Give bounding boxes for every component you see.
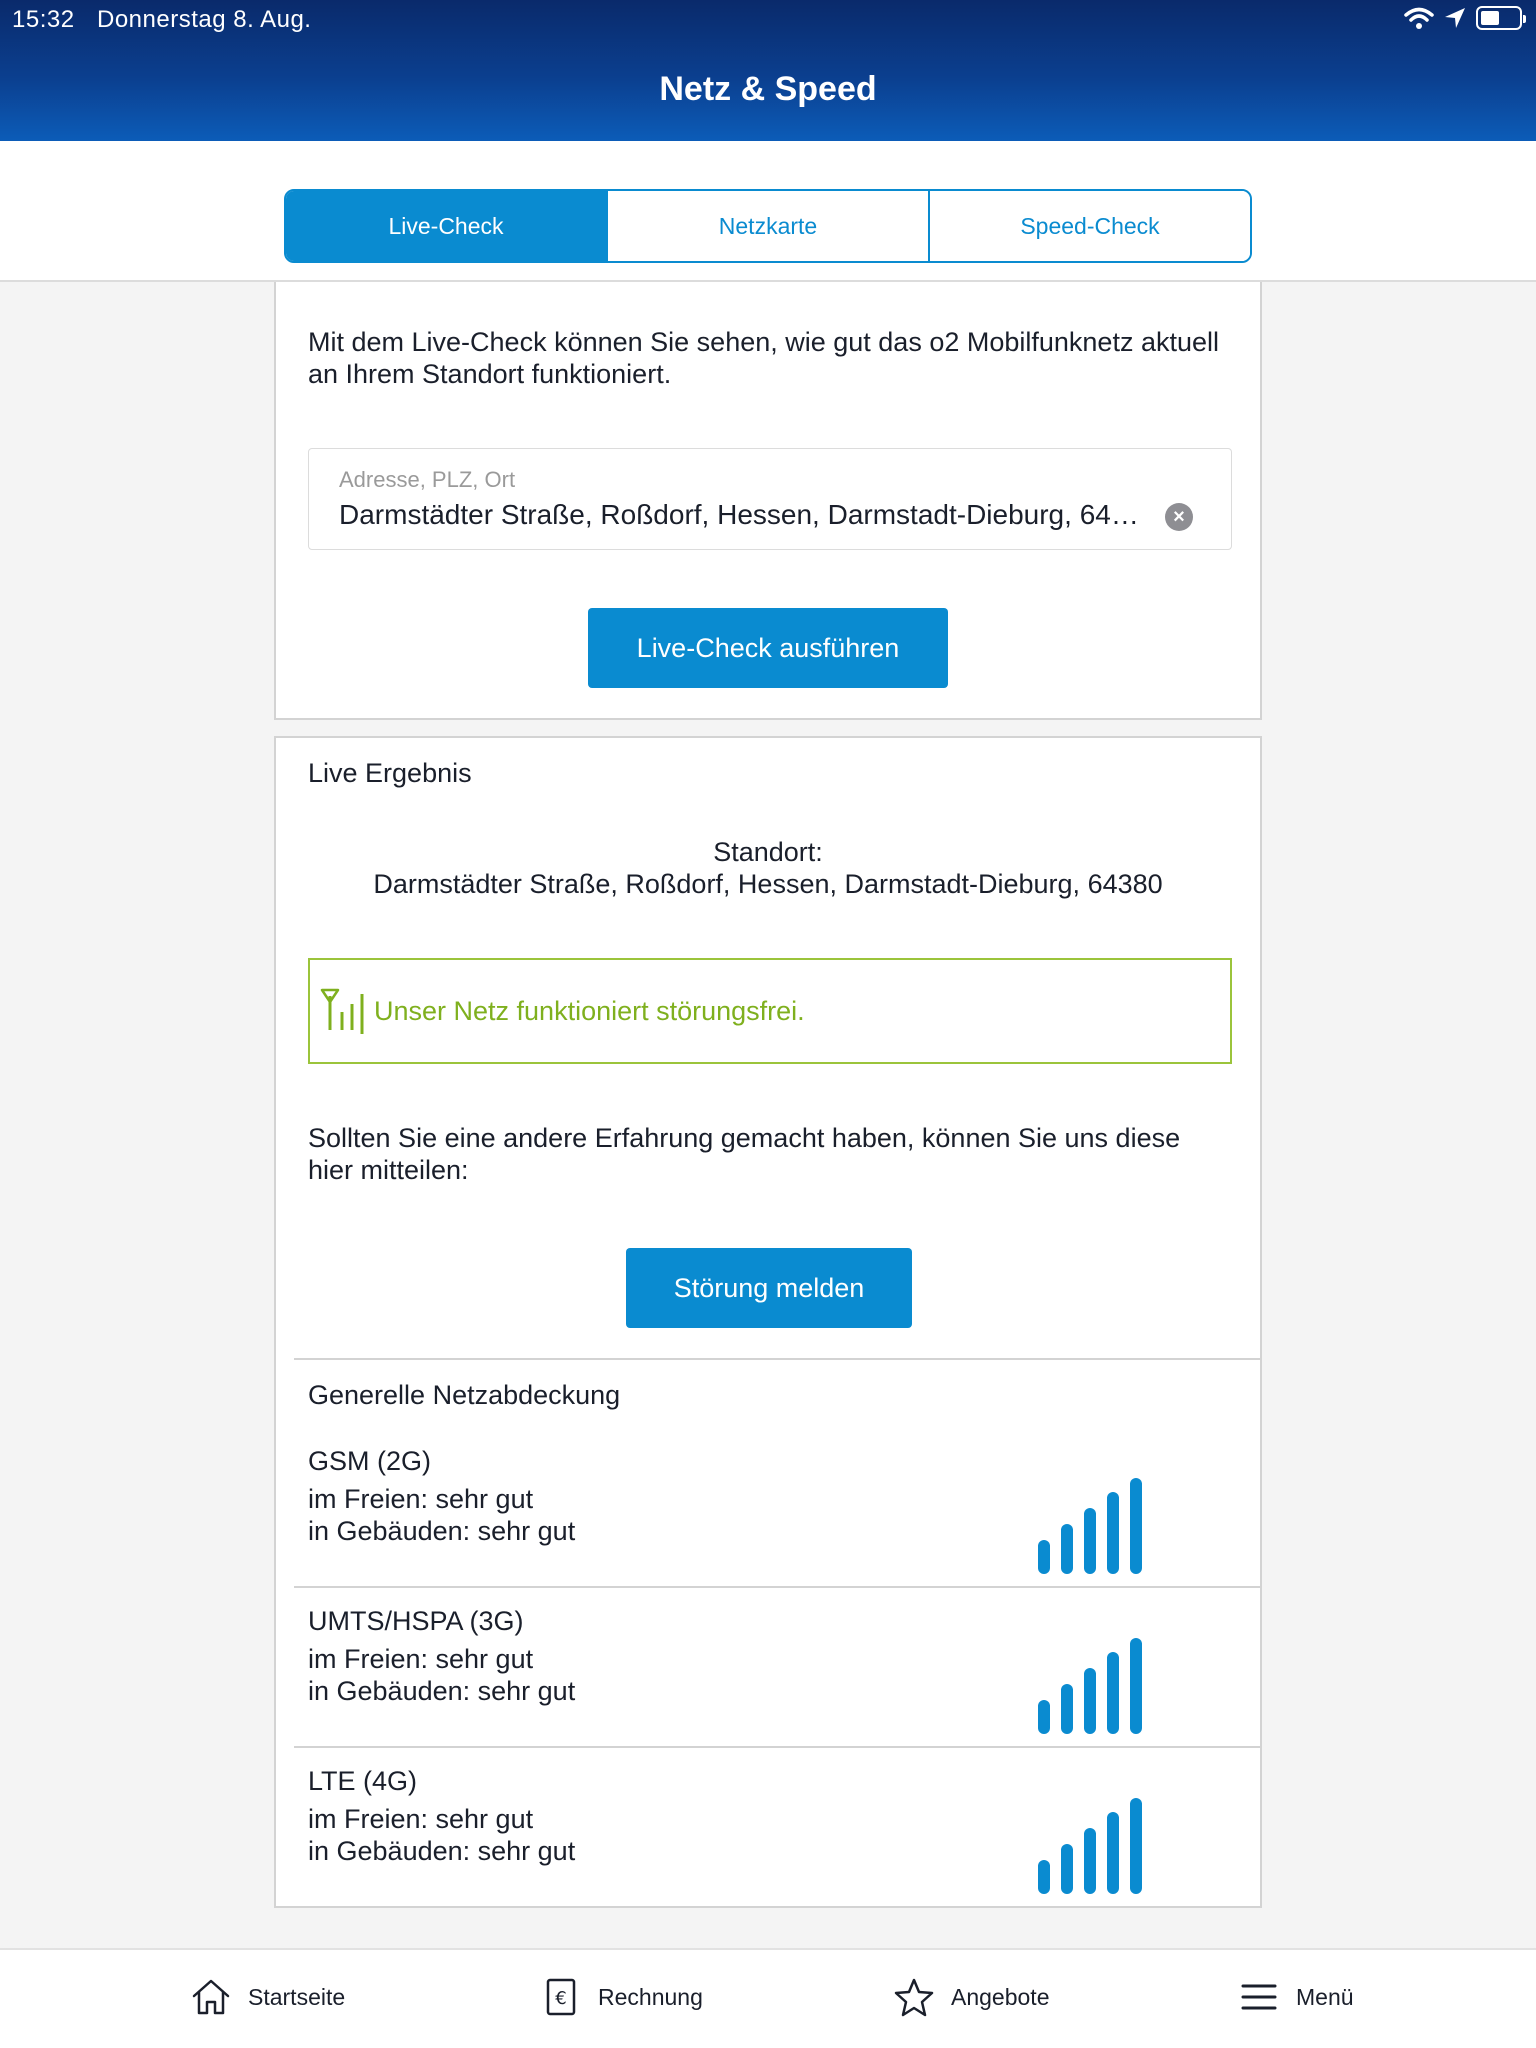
nav-rechnung[interactable] bbox=[540, 1976, 703, 2018]
nav-menu[interactable] bbox=[1238, 1976, 1354, 2018]
signal-strength-icon bbox=[1038, 1798, 1158, 1894]
invoice-euro-icon bbox=[540, 1976, 582, 2018]
live-check-intro: Mit dem Live-Check können Sie sehen, wie gut das o2 Mobilfunknetz aktuell an Ihrem Standort funktioniert. bbox=[308, 327, 1219, 389]
nav-angebote[interactable] bbox=[893, 1976, 1049, 2018]
network-status-text: Unser Netz funktioniert störungsfrei. bbox=[374, 995, 805, 1026]
svg-text:€: € bbox=[555, 1988, 567, 2009]
status-date: Donnerstag 8. Aug. bbox=[97, 6, 312, 33]
coverage-indoor-umts: in Gebäuden: sehr gut bbox=[308, 1676, 576, 1706]
bottom-navigation bbox=[0, 1948, 1536, 2048]
battery-icon bbox=[1476, 6, 1522, 30]
location-value: Darmstädter Straße, Roßdorf, Hessen, Darmstadt-Dieburg, 64380 bbox=[373, 869, 1163, 899]
coverage-outdoor-lte: im Freien: sehr gut bbox=[308, 1804, 534, 1834]
tab-live-check[interactable]: Live-Check bbox=[286, 191, 606, 261]
clear-input-icon[interactable]: × bbox=[1165, 503, 1193, 531]
coverage-outdoor-gsm: im Freien: sehr gut bbox=[308, 1484, 534, 1514]
tab-netzkarte[interactable]: Netzkarte bbox=[606, 191, 928, 261]
result-title: Live Ergebnis bbox=[308, 758, 472, 788]
status-icons bbox=[1404, 6, 1522, 30]
tab-speed-check[interactable]: Speed-Check bbox=[928, 191, 1250, 261]
hamburger-menu-icon bbox=[1238, 1976, 1280, 2018]
nav-startseite[interactable] bbox=[190, 1976, 345, 2018]
address-placeholder: Adresse, PLZ, Ort bbox=[339, 467, 516, 492]
coverage-indoor-gsm: in Gebäuden: sehr gut bbox=[308, 1516, 576, 1546]
report-prompt: Sollten Sie eine andere Erfahrung gemacht haben, können Sie uns diese hier mitteilen: bbox=[308, 1123, 1181, 1185]
signal-strength-icon bbox=[1038, 1638, 1158, 1734]
star-icon bbox=[893, 1976, 935, 2018]
coverage-outdoor-umts: im Freien: sehr gut bbox=[308, 1644, 534, 1674]
nav-label-angebote: Angebote bbox=[951, 1983, 1050, 2010]
coverage-indoor-lte: in Gebäuden: sehr gut bbox=[308, 1836, 576, 1866]
location-label: Standort: bbox=[713, 837, 823, 867]
home-icon bbox=[190, 1976, 232, 2018]
live-result-card bbox=[274, 736, 1262, 1908]
signal-strength-icon bbox=[1038, 1478, 1158, 1574]
location-arrow-icon bbox=[1444, 7, 1466, 29]
run-live-check-button[interactable]: Live-Check ausführen bbox=[588, 608, 948, 688]
coverage-name-umts: UMTS/HSPA (3G) bbox=[308, 1606, 524, 1636]
address-value[interactable]: Darmstädter Straße, Roßdorf, Hessen, Darmstadt-Dieburg, 64… bbox=[339, 499, 1139, 530]
nav-label-menu: Menü bbox=[1296, 1983, 1354, 2010]
divider bbox=[294, 1746, 1260, 1748]
coverage-name-lte: LTE (4G) bbox=[308, 1766, 418, 1796]
antenna-signal-icon bbox=[320, 986, 364, 1036]
app-header bbox=[0, 0, 1536, 141]
network-status-box bbox=[308, 958, 1232, 1064]
divider bbox=[294, 1586, 1260, 1588]
segmented-control bbox=[284, 189, 1252, 263]
nav-label-startseite: Startseite bbox=[248, 1983, 346, 2010]
coverage-title: Generelle Netzabdeckung bbox=[308, 1380, 621, 1410]
report-issue-button[interactable]: Störung melden bbox=[626, 1248, 912, 1328]
coverage-name-gsm: GSM (2G) bbox=[308, 1446, 432, 1476]
tab-bar bbox=[0, 141, 1536, 282]
wifi-icon bbox=[1404, 6, 1434, 30]
location-block bbox=[276, 836, 1260, 900]
nav-label-rechnung: Rechnung bbox=[598, 1983, 703, 2010]
address-input[interactable] bbox=[308, 448, 1232, 550]
status-time: 15:32 bbox=[12, 6, 75, 33]
divider bbox=[294, 1358, 1260, 1360]
live-check-card bbox=[274, 282, 1262, 720]
page-title: Netz & Speed bbox=[659, 70, 877, 108]
